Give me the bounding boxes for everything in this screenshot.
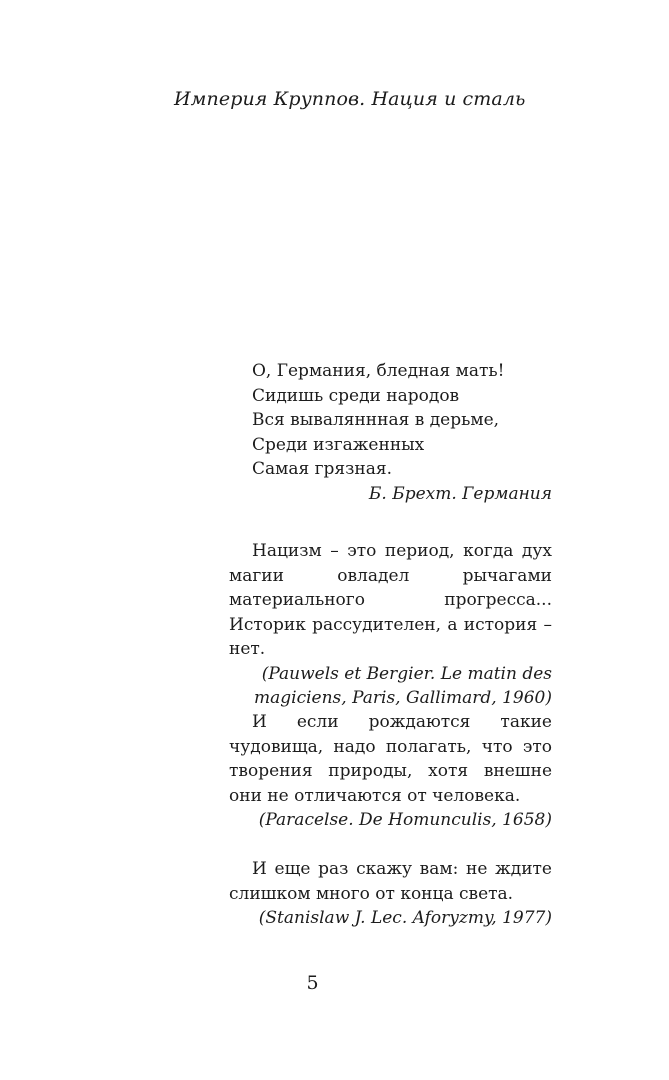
verse-line: Сидишь среди народов xyxy=(252,385,460,406)
page-number-text: 5 xyxy=(306,972,319,994)
epigraph-text: И если рождаются такие чудовища, надо полагать, что это творения природы, хотя внешне они не отличаются от человека. xyxy=(229,712,552,806)
epigraph-attribution: (Paracelse. De Homunculis, 1658) xyxy=(258,810,552,830)
epigraph-paracelse xyxy=(229,710,552,833)
epigraph-text: Нацизм – это период, когда дух магии овладел рычагами материального прогресса... Историк рассудителен, а история – нет. xyxy=(229,541,552,659)
verse-line: Среди изгаженных xyxy=(252,434,425,455)
verse-line: О, Германия, бледная мать! xyxy=(252,361,505,381)
epigraph-attribution: (Pauwels et Bergier. Le matin des xyxy=(261,663,552,684)
epigraph-pauwels xyxy=(229,539,552,711)
epigraph-attribution: (Stanislaw J. Lec. Aforyzmy, 1977) xyxy=(258,908,552,928)
epigraph-attribution: magiciens, Paris, Gallimard, 1960) xyxy=(254,688,552,708)
epigraph-attribution: Б. Брехт. Германия xyxy=(368,483,552,504)
epigraph-lec xyxy=(229,857,552,931)
page-number xyxy=(0,972,669,994)
running-title: Империя Круппов. Нация и сталь xyxy=(174,88,526,110)
verse-line: Вся вываляннная в дерьме, xyxy=(252,410,500,430)
epigraph-text: И еще раз скажу вам: не ждите слишком много от конца света. xyxy=(229,859,552,904)
epigraph-brecht xyxy=(252,359,552,506)
verse-line: Самая грязная. xyxy=(252,459,393,479)
